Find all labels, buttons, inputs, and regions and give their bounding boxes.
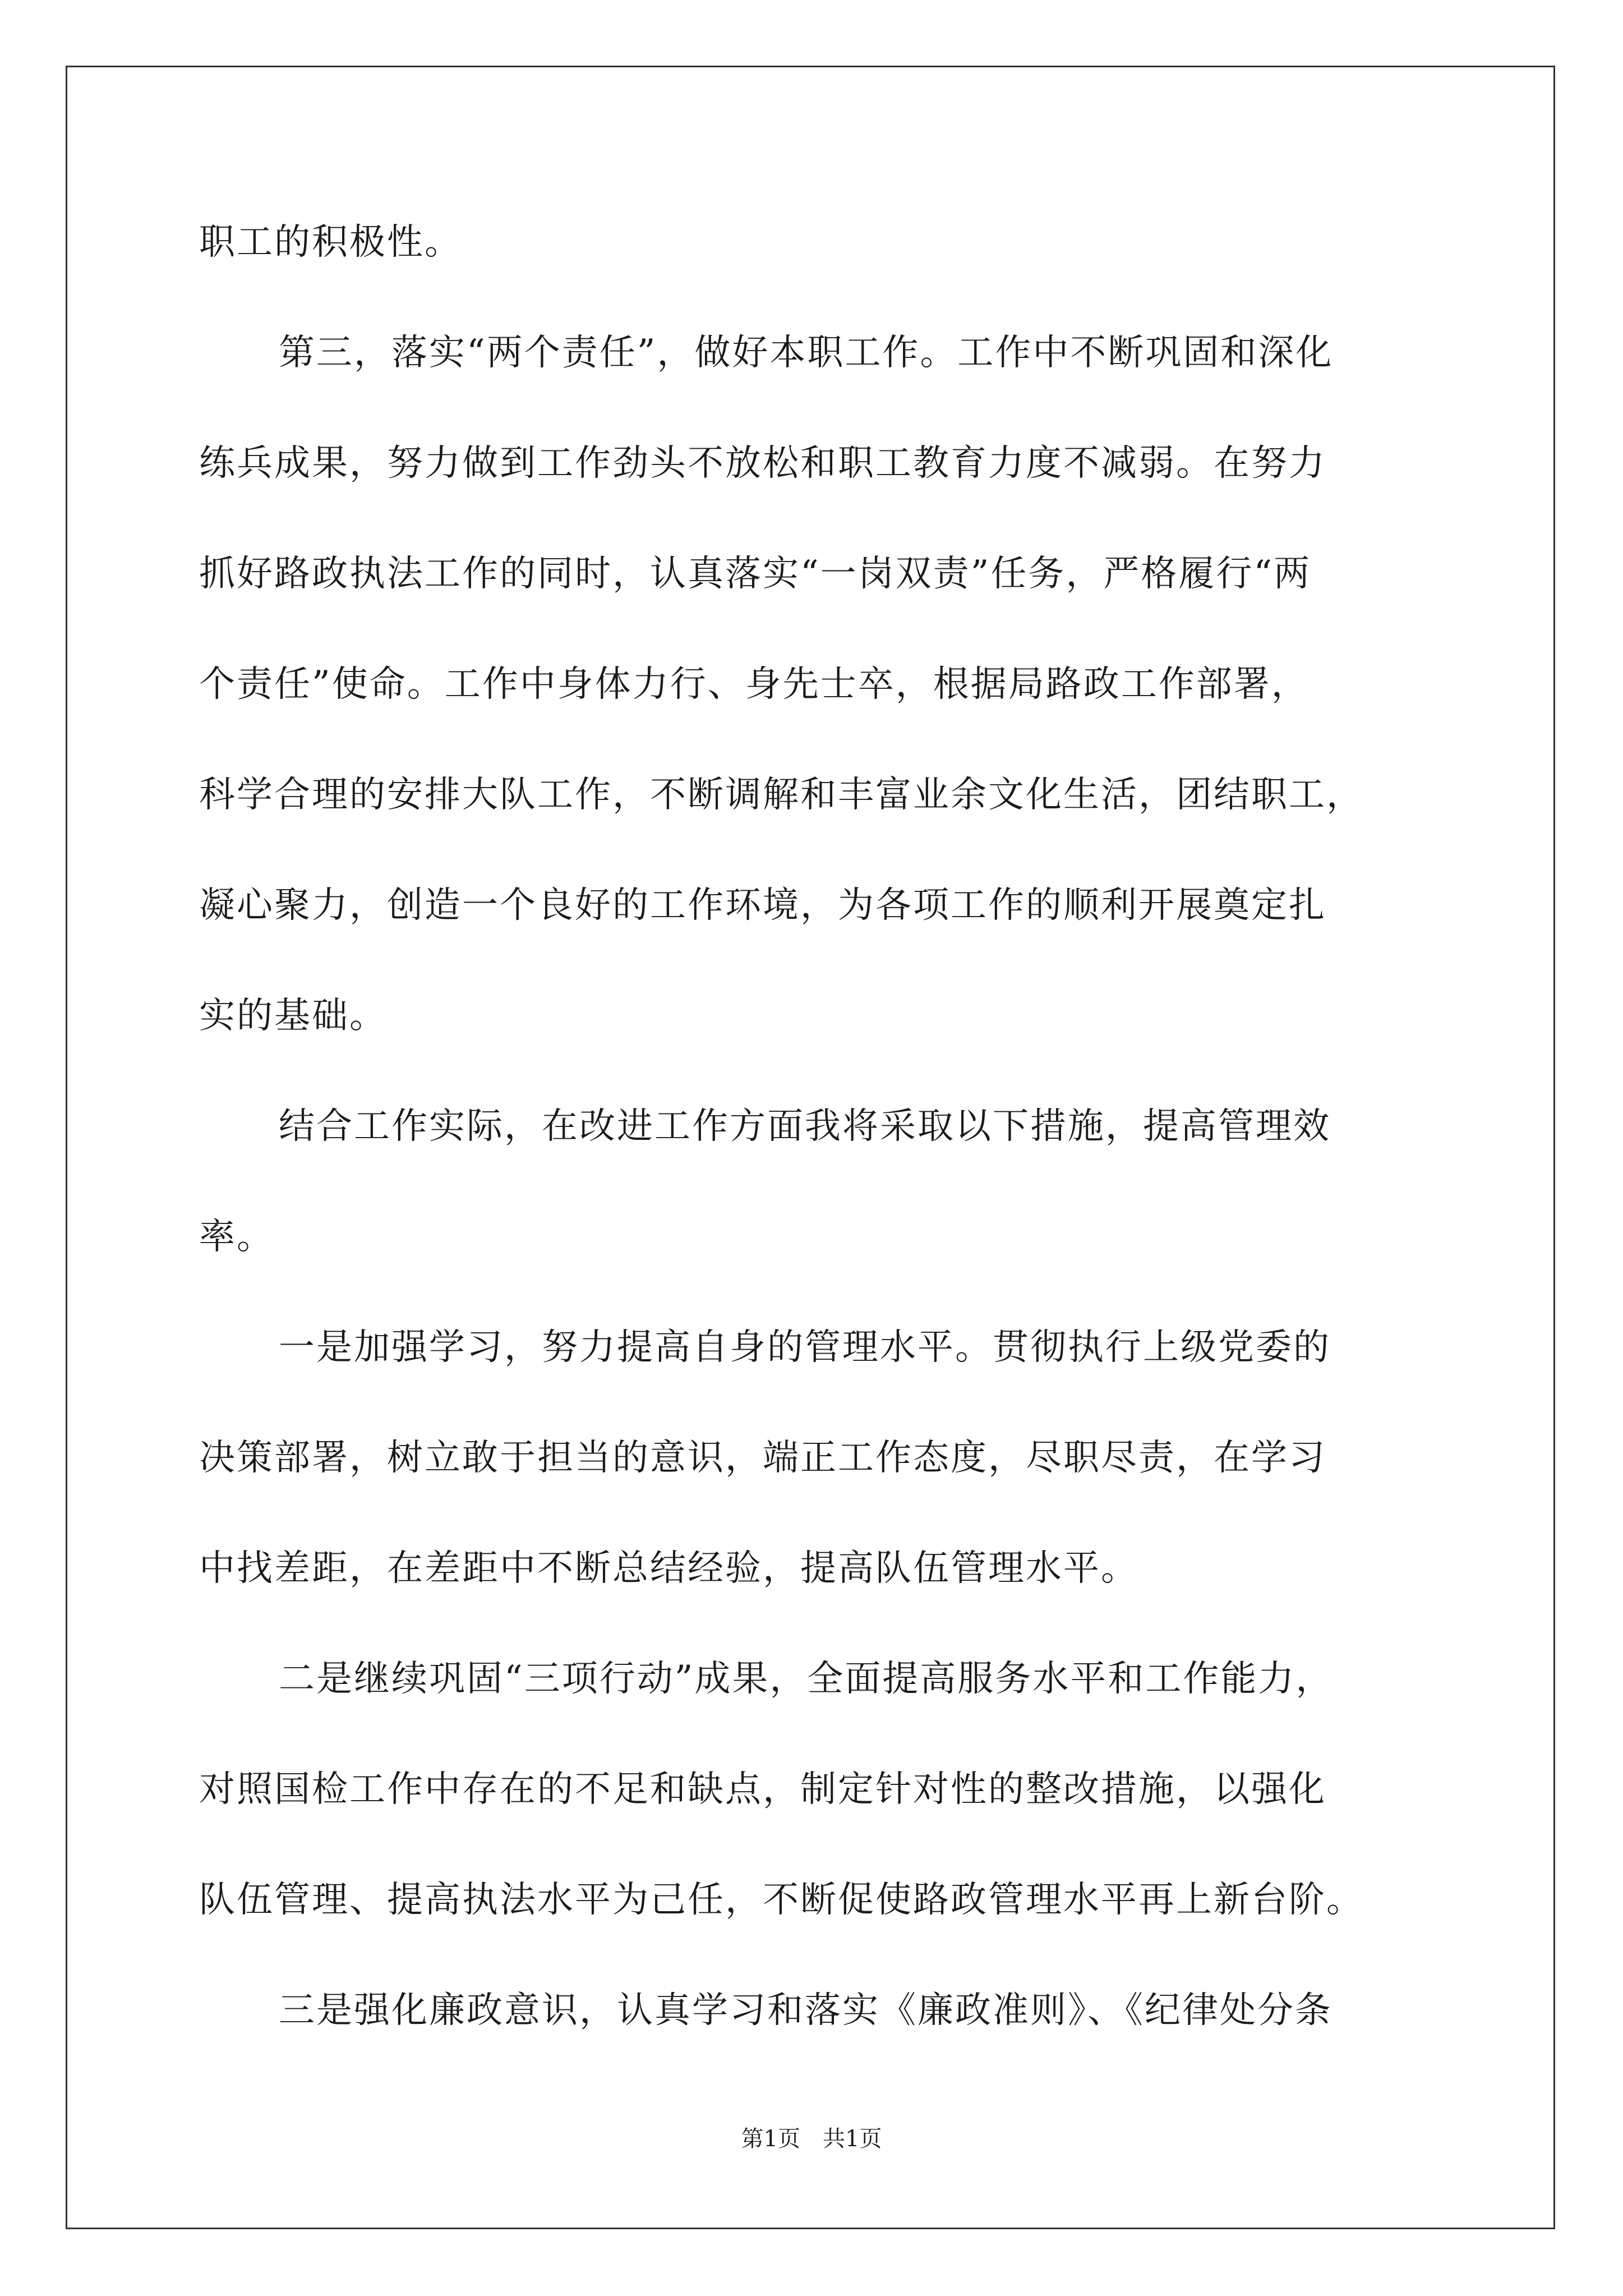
text-line-10: 率。 — [199, 1216, 274, 1258]
text-line-8: 实的基础。 — [199, 995, 387, 1037]
text-line-13: 中找差距，在差距中不断总结经验，提高队伍管理水平。 — [199, 1548, 1138, 1589]
page-total: 共1页 — [823, 2126, 882, 2152]
text-line-17: 三是强化廉政意识，认真学习和落实《廉政准则》、《纪律处分条 — [279, 1990, 1332, 2031]
text-line-5: 个责任”使命。工作中身体力行、身先士卒，根据局路政工作部署， — [199, 664, 1309, 705]
text-line-2: 第三，落实“两个责任”，做好本职工作。工作中不断巩固和深化 — [279, 332, 1334, 374]
text-line-11: 一是加强学习，努力提高自身的管理水平。贯彻执行上级党委的 — [279, 1327, 1331, 1368]
text-line-7: 凝心聚力，创造一个良好的工作环境，为各项工作的顺利开展奠定扎 — [199, 885, 1326, 926]
text-line-12: 决策部署，树立敢于担当的意识，端正工作态度，尽职尽责，在学习 — [199, 1437, 1326, 1479]
page-footer — [0, 2125, 1623, 2153]
text-line-3: 练兵成果，努力做到工作劲头不放松和职工教育力度不减弱。在努力 — [199, 443, 1326, 484]
text-line-16: 队伍管理、提高执法水平为己任，不断促使路政管理水平再上新台阶。 — [199, 1879, 1364, 1921]
text-line-6: 科学合理的安排大队工作，不断调解和丰富业余文化生活，团结职工， — [199, 774, 1364, 816]
text-line-1: 职工的积极性。 — [199, 222, 462, 263]
text-line-15: 对照国检工作中存在的不足和缺点，制定针对性的整改措施，以强化 — [199, 1769, 1326, 1810]
text-line-4: 抓好路政执法工作的同时，认真落实“一岗双责”任务，严格履行“两 — [199, 553, 1312, 595]
page-number: 第1页 — [741, 2126, 800, 2152]
text-line-9: 结合工作实际，在改进工作方面我将采取以下措施，提高管理效 — [279, 1106, 1331, 1147]
text-line-14: 二是继续巩固“三项行动”成果，全面提高服务水平和工作能力， — [279, 1658, 1334, 1700]
